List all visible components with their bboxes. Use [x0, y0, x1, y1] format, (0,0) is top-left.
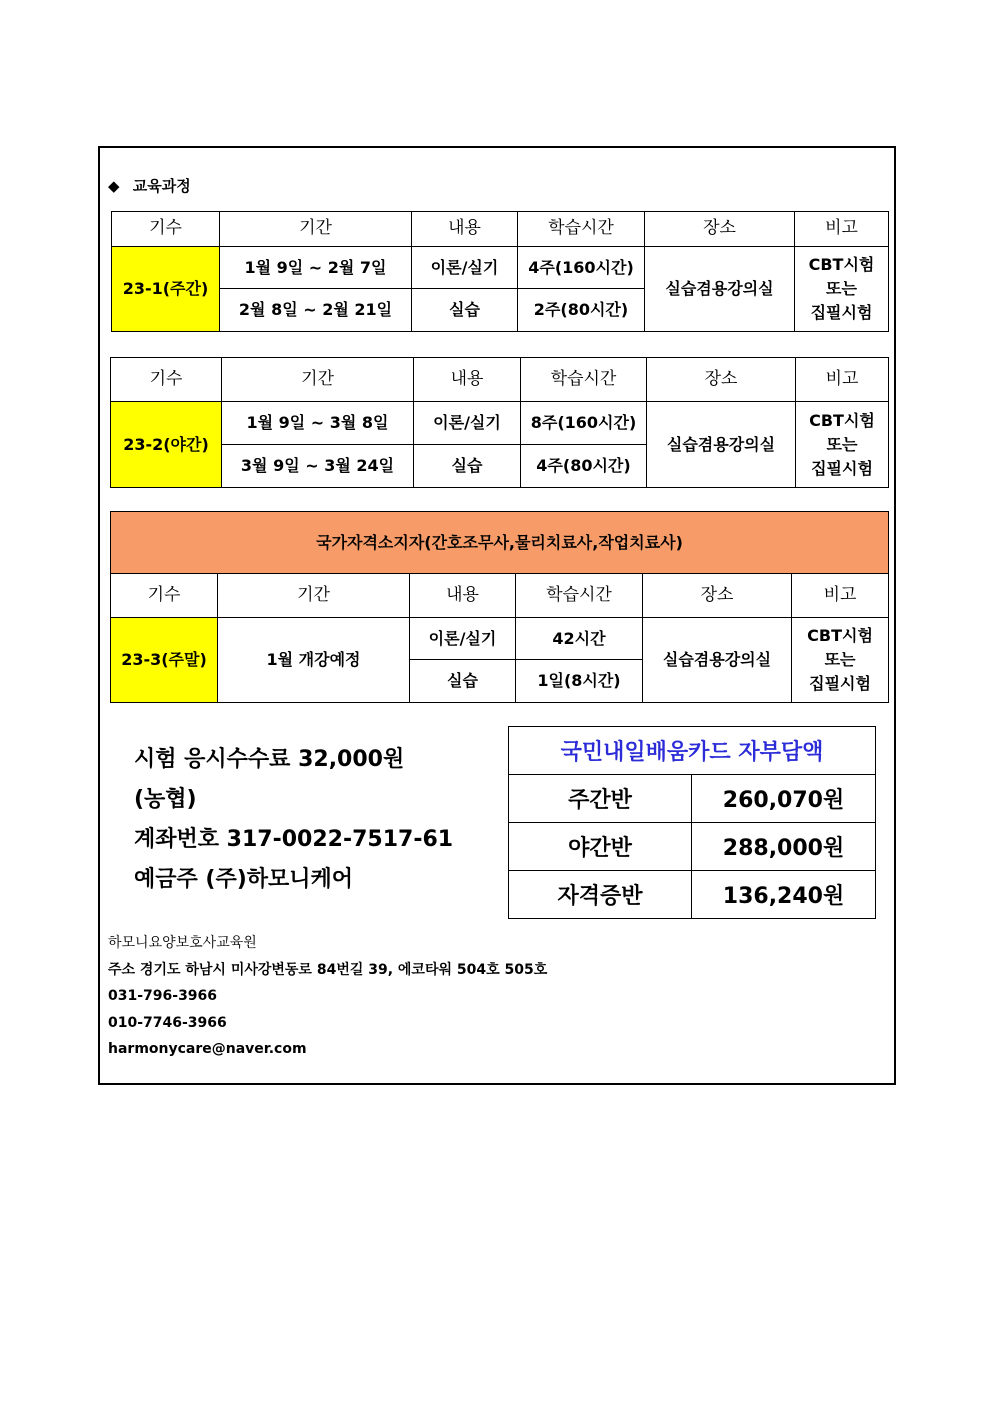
banner-row: [111, 512, 889, 574]
content-cell: 이론/실기: [412, 247, 518, 289]
col-header-hours: 학습시간: [518, 212, 645, 247]
period-cell: 1월 9일 ~ 3월 8일: [222, 402, 414, 445]
col-header-content: 내용: [414, 358, 521, 402]
hours-cell: 1일(8시간): [516, 660, 643, 703]
note-line: 집필시험: [811, 458, 873, 478]
note-line: 또는: [824, 650, 856, 669]
col-header-period: 기간: [218, 574, 410, 618]
col-header-place: 장소: [645, 212, 795, 247]
table-header-row: [111, 574, 889, 618]
account-holder: 예금주 (주)하모니케어: [134, 867, 354, 892]
qualification-banner: 국가자격소지자(간호조무사,물리치료사,작업치료사): [111, 512, 889, 574]
fee-line: 시험 응시수수료 32,000원: [134, 747, 405, 772]
hours-cell: 8주(160시간): [521, 402, 647, 445]
section-title-text: 교육과정: [132, 177, 191, 195]
col-header-batch: 기수: [112, 212, 220, 247]
note-line: CBT시험: [809, 410, 875, 430]
content-cell: 실습: [414, 445, 521, 488]
note-line: 집필시험: [810, 303, 873, 322]
period-cell: 3월 9일 ~ 3월 24일: [222, 445, 414, 488]
col-header-period: 기간: [222, 358, 414, 402]
note-cell: [796, 402, 889, 488]
phone-1: 031-796-3966: [108, 988, 218, 1004]
table-header-row: [112, 212, 889, 247]
hours-cell: 2주(80시간): [518, 289, 645, 332]
col-header-note: 비고: [796, 358, 889, 402]
course-table-3: [110, 511, 889, 703]
class-label: 주간반: [509, 775, 692, 823]
col-header-period: 기간: [220, 212, 412, 247]
batch-cell: 23-2(야간): [111, 402, 222, 488]
section-title: [108, 175, 191, 196]
hours-cell: 42시간: [516, 618, 643, 660]
col-header-note: 비고: [792, 574, 889, 618]
exam-fee-block: [134, 740, 453, 900]
col-header-note: 비고: [795, 212, 889, 247]
hours-cell: 4주(80시간): [521, 445, 647, 488]
table-row: [111, 402, 889, 445]
note-cell: [795, 247, 889, 332]
class-label: 자격증반: [509, 871, 692, 919]
class-amount: 260,070원: [692, 775, 876, 823]
col-header-batch: 기수: [111, 574, 218, 618]
col-header-hours: 학습시간: [516, 574, 643, 618]
place-cell: 실습겸용강의실: [645, 247, 795, 332]
address: 주소 경기도 하남시 미사강변동로 84번길 39, 에코타워 504호 505호: [108, 961, 548, 978]
table-row: [111, 618, 889, 660]
batch-cell: 23-3(주말): [111, 618, 218, 703]
table-row: [112, 247, 889, 289]
note-line: 또는: [826, 434, 858, 454]
diamond-bullet-icon: ◆: [108, 177, 120, 195]
cost-title-row: [509, 727, 876, 775]
batch-cell: 23-1(주간): [112, 247, 220, 332]
institute-name: 하모니요양보호사교육원: [108, 935, 257, 951]
class-label: 야간반: [509, 823, 692, 871]
contact-block: [108, 930, 547, 1063]
period-cell: 2월 8일 ~ 2월 21일: [220, 289, 412, 332]
col-header-batch: 기수: [111, 358, 222, 402]
col-header-place: 장소: [647, 358, 796, 402]
course-table-1: [111, 211, 889, 332]
course-table-2: [110, 357, 889, 488]
col-header-content: 내용: [410, 574, 516, 618]
table-header-row: [111, 358, 889, 402]
hours-cell: 4주(160시간): [518, 247, 645, 289]
place-cell: 실습겸용강의실: [647, 402, 796, 488]
note-line: CBT시험: [808, 255, 875, 274]
phone-2: 010-7746-3966: [108, 1014, 227, 1031]
place-cell: 실습겸용강의실: [643, 618, 792, 703]
class-amount: 288,000원: [692, 823, 876, 871]
note-cell: [792, 618, 889, 703]
self-pay-table: [508, 726, 876, 919]
content-cell: 실습: [412, 289, 518, 332]
period-cell: 1월 9일 ~ 2월 7일: [220, 247, 412, 289]
account-number: 계좌번호 317-0022-7517-61: [134, 827, 454, 852]
col-header-hours: 학습시간: [521, 358, 647, 402]
col-header-content: 내용: [412, 212, 518, 247]
note-line: 또는: [826, 279, 857, 298]
col-header-place: 장소: [643, 574, 792, 618]
content-cell: 이론/실기: [410, 618, 516, 660]
cost-row: [509, 871, 876, 919]
content-cell: 이론/실기: [414, 402, 521, 445]
note-line: 집필시험: [809, 674, 871, 693]
note-line: CBT시험: [807, 626, 873, 645]
period-cell: 1월 개강예정: [218, 618, 410, 703]
content-cell: 실습: [410, 660, 516, 703]
cost-row: [509, 823, 876, 871]
class-amount: 136,240원: [692, 871, 876, 919]
cost-table-title: 국민내일배움카드 자부담액: [509, 727, 876, 775]
email: harmonycare@naver.com: [108, 1041, 307, 1057]
cost-row: [509, 775, 876, 823]
bank-name: (농협): [134, 787, 197, 812]
